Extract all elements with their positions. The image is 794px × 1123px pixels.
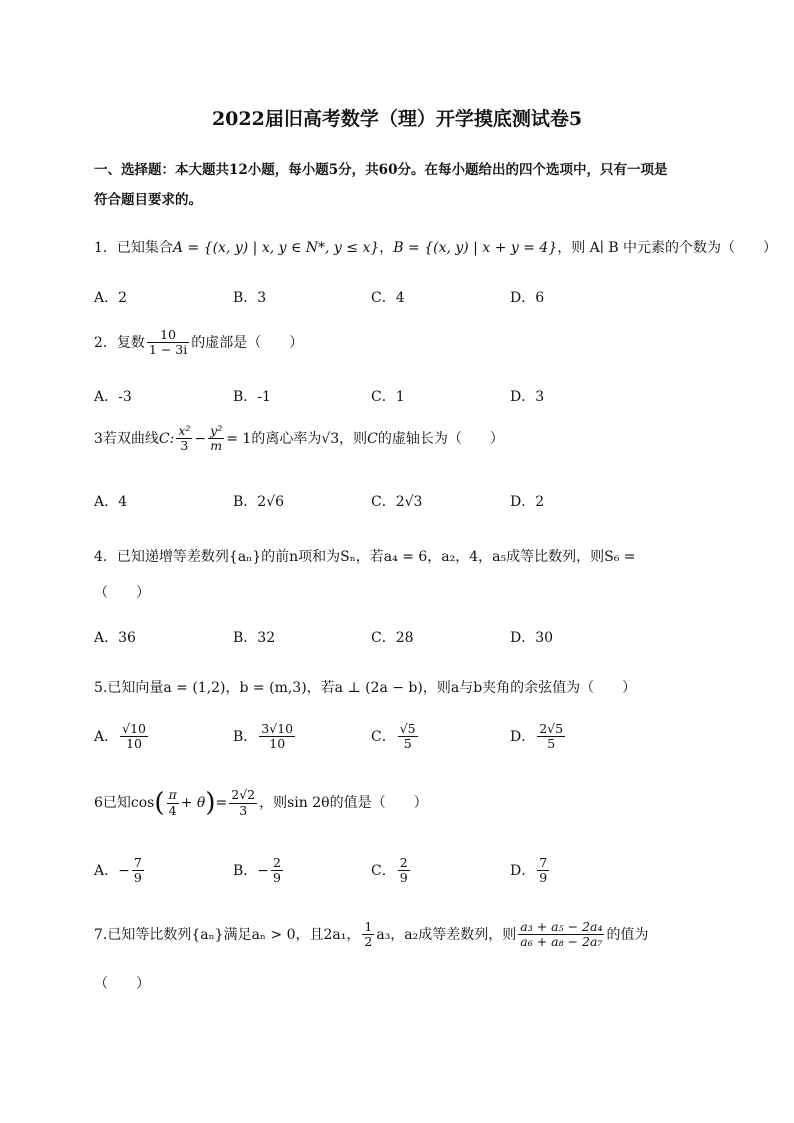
q3-option-a[interactable]: A．4 — [94, 494, 128, 510]
q6-d-num: 7 — [539, 855, 548, 870]
q3-f2-num: y² — [210, 423, 223, 438]
q3-frac-1 — [176, 424, 192, 454]
q5-option-c[interactable] — [371, 722, 420, 752]
q6-d-den: 9 — [539, 870, 548, 886]
q5-a-num: √10 — [122, 721, 146, 736]
q5-c-frac — [398, 722, 418, 752]
q6-option-b[interactable] — [233, 856, 285, 886]
q4-option-c[interactable]: C．28 — [371, 630, 414, 646]
q3-text-c: ，则 — [339, 430, 368, 447]
q7-ratio-num: a₃ + a₅ − 2a₄ — [520, 919, 603, 934]
q6-paren-open: ( — [154, 788, 165, 818]
section-instructions-line2: 符合题目要求的。 — [94, 192, 202, 208]
q7-half-den: 2 — [364, 934, 373, 950]
q5-option-b[interactable] — [233, 722, 297, 752]
question-5-stem: 5.已知向量a = (1,2)，b = (m,3)，若a ⊥ (2a − b)，则a与b夹角的余弦值为（ ） — [94, 680, 637, 696]
q6-text-a: 6已知cos — [94, 795, 155, 811]
q2-text-a: 2．复数 — [94, 334, 145, 351]
question-4-stem: 4．已知递增等差数列{aₙ}的前n项和为Sₙ，若a₄ = 6，a₂，4，a₅成等比数列，则S₆ = — [94, 549, 636, 565]
q3-eccentricity: √3 — [321, 430, 340, 447]
q6-b-frac — [271, 856, 283, 886]
q6-a-label: A． — [94, 862, 119, 879]
q1-text-a: 1．已知集合 — [94, 240, 173, 256]
q5-b-den: 10 — [269, 736, 286, 752]
section-instructions-line1: 一、选择题：本大题共12小题，每小题5分，共60分。在每小题给出的四个选项中，只有一项是 — [94, 162, 668, 178]
q5-b-label: B． — [233, 728, 258, 745]
q7-ratio-frac — [518, 920, 604, 950]
question-3-stem: 3若双曲线C: $\frac{\text{x²}}{3}$ − $\frac{\text{y²}}{m}$ = 1的离心率为√3，则C的虚轴长为（ ） — [94, 423, 504, 454]
question-2-stem — [94, 328, 303, 358]
q3-option-c[interactable]: C．2√3 — [371, 494, 423, 510]
q6-inner-frac — [167, 788, 179, 818]
q6-option-d[interactable] — [510, 856, 551, 886]
q6-b-num: 2 — [273, 855, 281, 870]
page-title: 2022届旧高考数学（理）开学摸底测试卷5 — [211, 108, 583, 130]
q7-half-frac — [362, 920, 374, 950]
q6-d-frac — [537, 856, 549, 886]
q2-option-d[interactable]: D．3 — [510, 389, 545, 405]
q2-text-b: 的虚部是（ ） — [191, 334, 304, 351]
q7-text-b: a₃，a₂成等差数列，则 — [376, 926, 517, 943]
q6-rhs-num: 2√2 — [231, 787, 256, 803]
q4-option-a[interactable]: A．36 — [94, 630, 136, 646]
question-6-stem: 6已知cos( $\frac{\pi}{4}$ + θ)= $\frac{2√2}{3}$ ，则sin 2θ的值是（ ） — [94, 787, 428, 818]
q5-d-num: 2√5 — [539, 721, 564, 736]
q3-option-b[interactable]: B．2√6 — [233, 494, 285, 510]
q2-option-a[interactable]: A．-3 — [94, 389, 132, 405]
q5-option-d[interactable] — [510, 722, 567, 752]
q3-frac-2 — [208, 424, 224, 454]
q6-c-den: 9 — [399, 870, 408, 886]
q3-f1-num: x² — [178, 423, 191, 438]
q7-text-a: 7.已知等比数列{aₙ}满足aₙ > 0，且2a₁， — [94, 926, 361, 943]
q2-option-c[interactable]: C．1 — [371, 389, 405, 405]
q2-frac-num: 10 — [147, 328, 189, 343]
q5-c-num: √5 — [399, 721, 416, 736]
q5-d-label: D． — [510, 728, 536, 745]
q6-b-sign: − — [257, 862, 270, 879]
q6-b-label: B． — [233, 862, 258, 879]
q1-option-a[interactable]: A．2 — [94, 290, 128, 306]
q6-b-den: 9 — [273, 870, 281, 886]
q1-option-c[interactable]: C．4 — [371, 290, 405, 306]
q7-ratio-den: a₆ + a₈ − 2a₇ — [520, 934, 603, 950]
q6-rhs-frac — [229, 788, 257, 818]
q6-c-num: 2 — [399, 855, 408, 870]
q1-set-a: A = {(x, y) | x, y ∈ N*, y ≤ x} — [172, 240, 380, 256]
q3-text-d: 的虚轴长为（ ） — [377, 430, 504, 447]
q7-half-num: 1 — [364, 919, 373, 934]
q5-d-frac — [537, 722, 565, 752]
q1-option-b[interactable]: B．3 — [233, 290, 267, 306]
q6-inner-den: 4 — [168, 802, 177, 818]
q3-curve: C: — [158, 430, 175, 447]
q6-d-label: D． — [510, 862, 536, 879]
q6-option-a[interactable] — [94, 856, 146, 886]
question-1-stem: 1．已知集合A = {(x, y) | x, y ∈ N*, y ≤ x}，B = {(x, y) | x + y = 4}，则 A∣ B 中元素的个数为（ ） — [94, 240, 778, 256]
q6-a-num: 7 — [133, 855, 142, 870]
q7-text-c: 的值为 — [606, 926, 649, 943]
q3-f2-den: m — [210, 438, 223, 454]
q5-option-a[interactable] — [94, 722, 150, 752]
q6-inner-tail: + θ — [180, 795, 206, 811]
q6-text-b: ，则sin 2θ的值是（ ） — [259, 795, 428, 811]
question-7-blank: （ ） — [94, 976, 150, 992]
q3-c-letter: C — [367, 430, 378, 447]
q1-set-b: B = {(x, y) | x + y = 4} — [393, 240, 558, 256]
q1-text-b: ，则 A∣ B 中元素的个数为（ ） — [557, 240, 778, 256]
q6-a-frac — [132, 856, 144, 886]
q5-c-den: 5 — [403, 736, 412, 752]
q6-rhs-den: 3 — [239, 802, 248, 818]
q2-frac-den: 1 − 3i — [148, 342, 188, 358]
q6-inner-num: π — [168, 787, 177, 803]
question-4-blank: （ ） — [94, 585, 150, 601]
q6-a-sign: − — [118, 862, 130, 879]
q5-d-den: 5 — [547, 736, 556, 752]
q6-a-den: 9 — [133, 870, 142, 886]
q3-text-b: 的离心率为 — [251, 430, 322, 447]
q6-c-label: C． — [371, 862, 396, 879]
q6-option-c[interactable] — [371, 856, 412, 886]
q3-text-a: 3若双曲线 — [94, 430, 159, 447]
q3-equals: = 1 — [226, 430, 252, 447]
q5-c-label: C． — [371, 728, 396, 745]
q3-f1-den: 3 — [180, 438, 189, 454]
q4-option-d[interactable]: D．30 — [510, 630, 554, 646]
q5-a-frac — [120, 722, 148, 752]
q6-c-frac — [398, 856, 410, 886]
q2-fraction — [147, 328, 189, 358]
q5-b-frac — [259, 722, 295, 752]
q2-option-b[interactable]: B．-1 — [233, 389, 271, 405]
q4-option-b[interactable]: B．32 — [233, 630, 276, 646]
q5-a-label: A． — [94, 728, 119, 745]
q6-paren-close: ) — [205, 788, 216, 818]
q5-b-num: 3√10 — [261, 721, 294, 736]
q1-option-d[interactable]: D．6 — [510, 290, 545, 306]
q3-option-d[interactable]: D．2 — [510, 494, 545, 510]
q5-a-den: 10 — [126, 736, 143, 752]
question-7-stem — [94, 920, 648, 950]
